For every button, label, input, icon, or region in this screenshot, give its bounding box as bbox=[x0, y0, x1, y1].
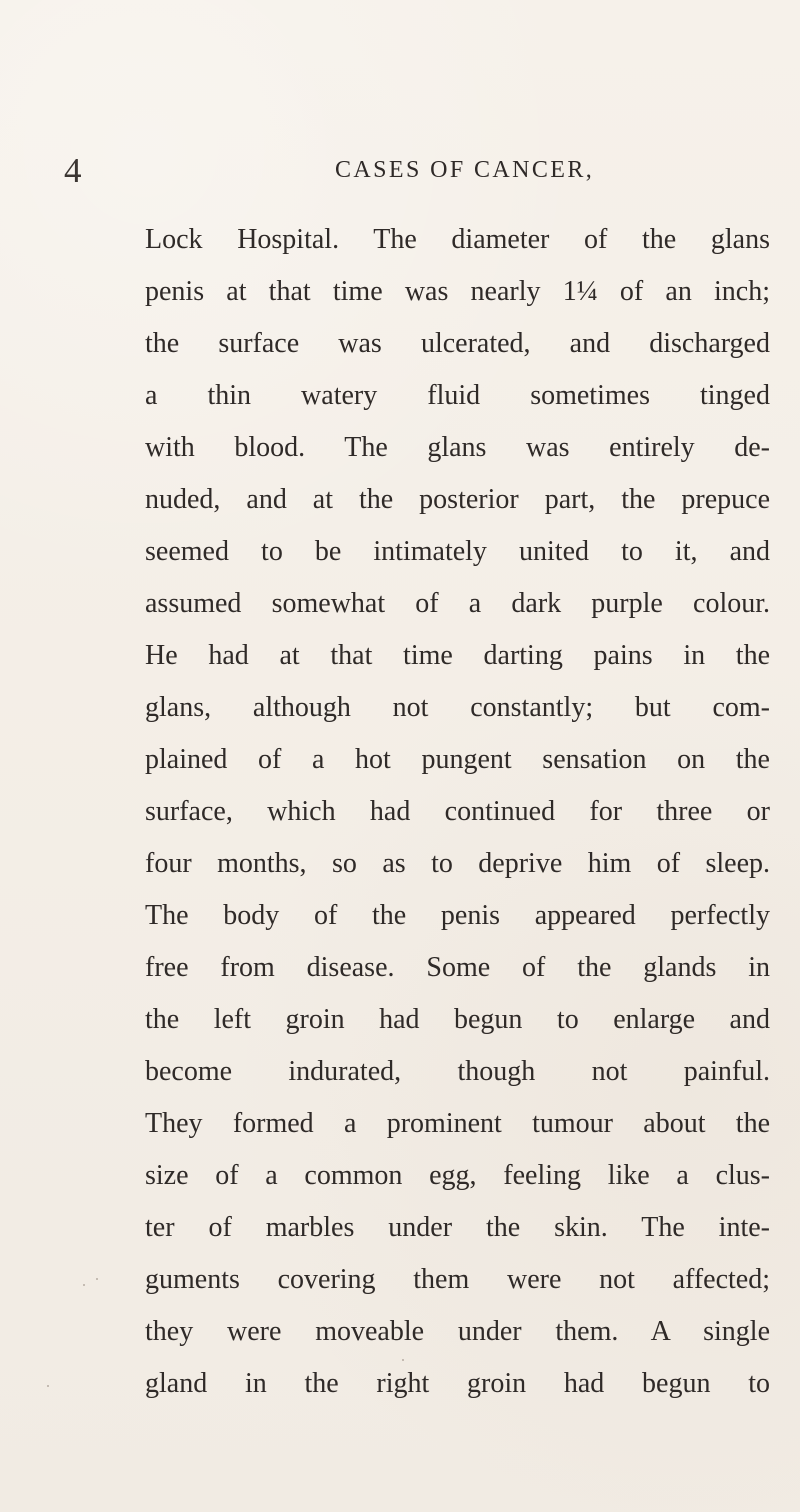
body-text bbox=[145, 214, 770, 1410]
text-line: nuded, and at the posterior part, the prepuce bbox=[145, 484, 770, 515]
text-line: they were moveable under them. A single bbox=[145, 1316, 770, 1347]
text-line: the left groin had begun to enlarge and bbox=[145, 1004, 770, 1035]
text-line: glans, although not constantly; but com- bbox=[145, 692, 770, 723]
text-line: assumed somewhat of a dark purple colour. bbox=[145, 588, 770, 619]
text-line: the surface was ulcerated, and discharged bbox=[145, 328, 770, 359]
paper-speck bbox=[83, 1284, 85, 1286]
text-line: He had at that time darting pains in the bbox=[145, 640, 770, 671]
text-line: Lock Hospital. The diameter of the glans bbox=[145, 224, 770, 255]
page-number: 4 bbox=[64, 151, 82, 190]
text-line: become indurated, though not painful. bbox=[145, 1056, 770, 1087]
text-line: plained of a hot pungent sensation on the bbox=[145, 744, 770, 775]
text-line: size of a common egg, feeling like a clus- bbox=[145, 1160, 770, 1191]
text-line: with blood. The glans was entirely de- bbox=[145, 432, 770, 463]
paper-speck bbox=[402, 1359, 404, 1361]
text-line: ter of marbles under the skin. The inte- bbox=[145, 1212, 770, 1243]
text-line: surface, which had continued for three or bbox=[145, 796, 770, 827]
text-line: free from disease. Some of the glands in bbox=[145, 952, 770, 983]
text-line: The body of the penis appeared perfectly bbox=[145, 900, 770, 931]
text-line: gland in the right groin had begun to bbox=[145, 1368, 770, 1399]
running-head bbox=[60, 151, 700, 191]
paper-speck bbox=[47, 1385, 49, 1387]
text-line: They formed a prominent tumour about the bbox=[145, 1108, 770, 1139]
chapter-header: CASES OF CANCER, bbox=[335, 157, 595, 183]
text-line: guments covering them were not affected; bbox=[145, 1264, 770, 1295]
text-line: seemed to be intimately united to it, and bbox=[145, 536, 770, 567]
paper-speck bbox=[96, 1278, 98, 1280]
text-line: four months, so as to deprive him of sleep. bbox=[145, 848, 770, 879]
text-line: penis at that time was nearly 1¼ of an inch; bbox=[145, 276, 770, 307]
text-line: a thin watery fluid sometimes tinged bbox=[145, 380, 770, 411]
